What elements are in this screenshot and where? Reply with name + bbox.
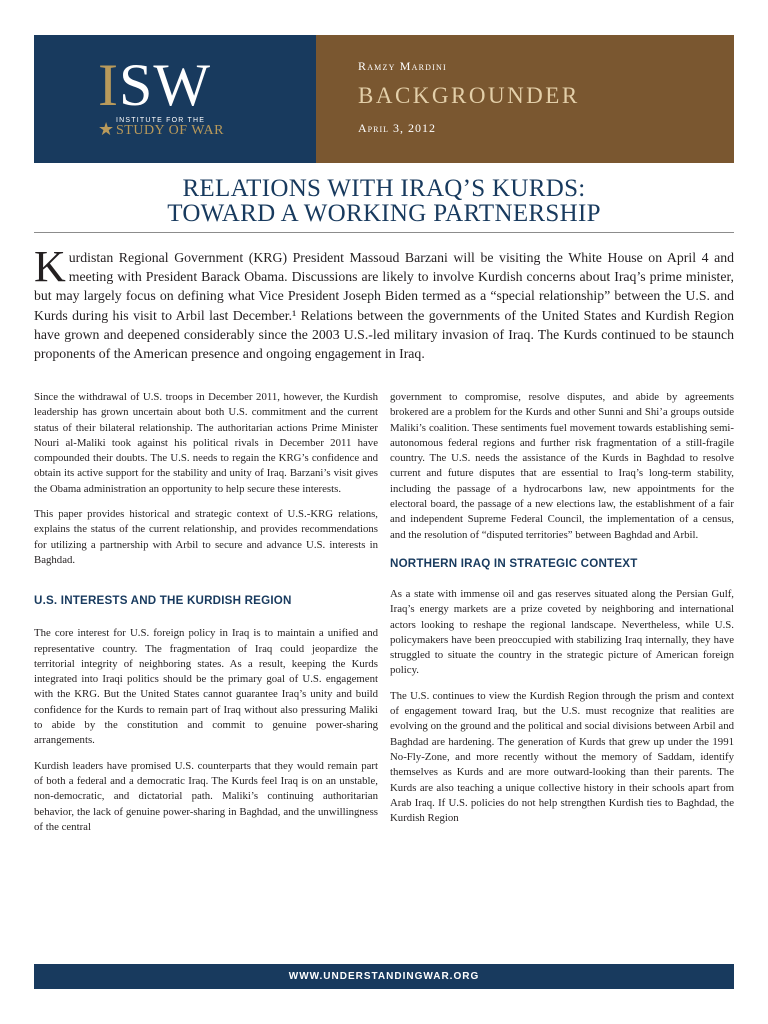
- logo-main: SW: [118, 52, 211, 118]
- logo-line2: STUDY OF WAR: [116, 123, 224, 138]
- title-line1: RELATIONS WITH IRAQ’S KURDS:: [182, 175, 586, 202]
- page-title: [34, 176, 734, 226]
- intro-text: urdistan Regional Government (KRG) President Massoud Barzani will be visiting the White House on April 4 and meeting with President Barack Obama. Discussions are likely to involve Kurdish concerns about Iraq’s prime minister, but may largely focus on defining what Vice President Joseph Biden termed as a “special relationship” between the U.S. and Kurds during his visit to Arbil last December.¹ Relations between the governments of the United States and Kurdish Region have grown and deepened considerably since the 2003 U.S.-led military invasion of Iraq. The Kurds continued to be staunch proponents of the American presence and ongoing engagement in Iraq.: [34, 250, 734, 362]
- section-heading: NORTHERN IRAQ IN STRATEGIC CONTEXT: [390, 556, 638, 570]
- logo-initial: I: [98, 52, 119, 118]
- paragraph: The U.S. continues to view the Kurdish Region through the prism and context of engagement toward Iraq, but the U.S. must recognize that realities are evolving on the ground and the political and social divisions between Arbil and Baghdad are hardening. The generation of Kurds that grew up under the 1991 No-Fly-Zone, and more recently without the memory of Saddam, identify themselves as Kurds and are more outward-looking than their parents. The Kurds are also teaching a unique collective history in their schools apart from Arab Iraq. If U.S. policies do not help strengthen Kurdish ties to Baghdad, the Kurdish Region: [390, 689, 734, 825]
- author-name: Ramzy Mardini: [358, 59, 447, 73]
- section-heading: U.S. INTERESTS AND THE KURDISH REGION: [34, 594, 292, 608]
- isw-logo[interactable]: [34, 35, 316, 163]
- header-info: [316, 35, 734, 163]
- paragraph: The core interest for U.S. foreign policy in Iraq is to maintain a unified and representative country. The fragmentation of Iraq could jeopardize the territorial integrity of neighboring states. As a result, keeping the Kurds integrated into Iraqi politics should be the primary goal of U.S. engagement with the KRG. But the United States cannot guarantee Iraq’s unity and build confidence for the Kurds to remain part of Iraq without also pressuring Maliki to abide by the constitution and commit to genuine power-sharing arrangements.: [34, 627, 378, 747]
- logo-letters: [98, 52, 211, 118]
- intro-paragraph: [34, 242, 734, 363]
- right-column: [390, 390, 734, 836]
- paragraph: Kurdish leaders have promised U.S. counterparts that they would remain part of both a federal and a democratic Iraq. The Kurds feel Iraq is on an unstable, non-democratic, and dictatorial path. Maliki’s continuing authoritarian behavior, the lack of genuine power-sharing in Baghdad, and the unwillingness of the central: [34, 759, 378, 833]
- footer-bar: [34, 964, 734, 989]
- title-divider: [34, 232, 734, 233]
- left-column: [34, 390, 378, 845]
- paragraph: Since the withdrawal of U.S. troops in December 2011, however, the Kurdish leadership has grown uncertain about both U.S. commitment and the current status of their bilateral relationship. The authoritarian actions Prime Minister Nouri al-Maliki took against his political rivals in December 2011 have compounded their doubts. The U.S. needs to regain the KRG’s confidence and obtain its active support for the stability and unity of Iraq. Barzani’s visit gives the Obama administration an opportunity to help secure these interests.: [34, 391, 378, 495]
- series-label: BACKGROUNDER: [358, 83, 580, 108]
- logo-line1: INSTITUTE FOR THE: [116, 117, 206, 124]
- header-banner: [34, 35, 734, 163]
- website-link[interactable]: WWW.UNDERSTANDINGWAR.ORG: [288, 971, 480, 982]
- drop-cap: K: [34, 242, 66, 291]
- title-line2: TOWARD A WORKING PARTNERSHIP: [167, 200, 601, 227]
- paragraph: This paper provides historical and strategic context of U.S.-KRG relations, explains the status of the current relationship, and provides recommendations for utilizing a partnership with Arbil to secure and advance U.S. interests in Baghdad.: [34, 508, 378, 566]
- paragraph: government to compromise, resolve disputes, and abide by agreements brokered are a problem for the Kurds and other Sunni and Shi’a groups outside Maliki’s coalition. These sentiments fuel movement towards establishing semi-autonomous federal regions and further risk fragmentation of a still-fragile country. The U.S. needs the assistance of the Kurds in Baghdad to resolve current and future disputes that are essential to Iraq’s long-term stability, including the passage of a hydrocarbons law, new appointments for the electoral board, the passage of a new elections law, the establishment of a fair and independent Supreme Federal Council, the implementation of a census, and the resolution of “disputed territories” between Baghdad and Arbil.: [390, 391, 734, 541]
- star-icon: ★: [98, 119, 115, 139]
- paragraph: As a state with immense oil and gas reserves situated along the Persian Gulf, Iraq’s energy markets are a prize coveted by neighboring and international actors looking to reshape the regional landscape. Nevertheless, while U.S. policymakers have been preoccupied with stabilizing Iraq internally, they have struggled to situate the country in the strategic picture of American foreign policy.: [390, 587, 734, 677]
- publication-date: April 3, 2012: [358, 121, 437, 135]
